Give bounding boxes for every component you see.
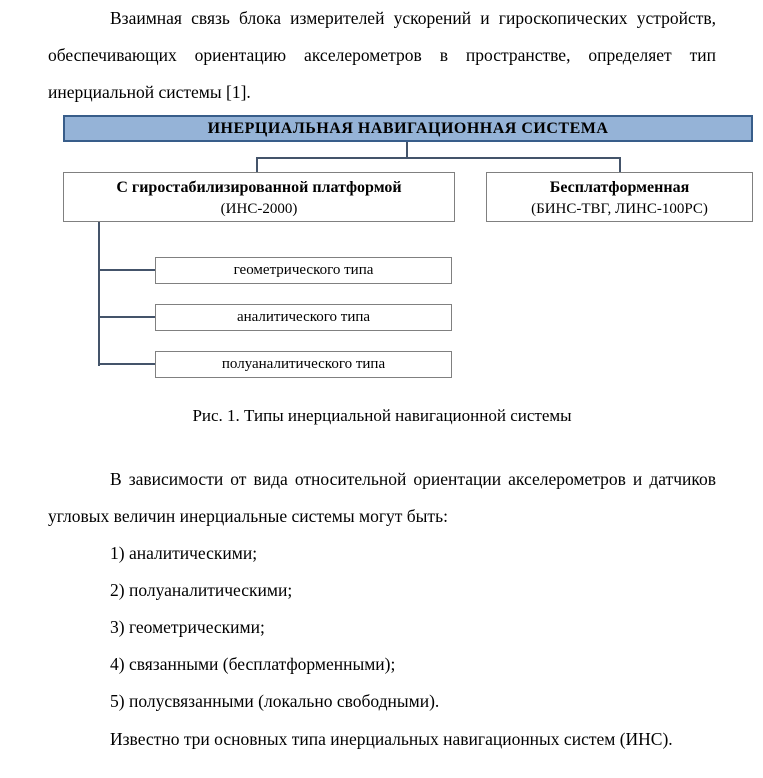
figure-caption: Рис. 1. Типы инерциальной навигационной системы — [192, 406, 572, 425]
list-item: 2) полуаналитическими; — [110, 580, 293, 600]
connector-stub-line — [100, 316, 155, 318]
list-item: 4) связанными (бесплатформенными); — [110, 654, 396, 674]
closing-paragraph: Известно три основных типа инерциальных навигационных систем (ИНС). — [110, 729, 673, 749]
connector-left-drop-line — [256, 157, 258, 172]
list-item: 1) аналитическими; — [110, 543, 258, 563]
diagram-node-analytic-type: аналитического типа — [155, 304, 452, 331]
body-paragraph: В зависимости от вида относительной ориентации акселерометров и датчиков угловых величин инерциальные системы могут быть: — [48, 469, 716, 526]
ins-types-diagram — [0, 115, 763, 379]
node-title: Бесплатформенная — [549, 179, 690, 196]
diagram-root-node — [63, 115, 753, 142]
node-title: С гиростабилизированной платформой — [116, 179, 402, 196]
node-subtitle: (ИНС-2000) — [220, 201, 298, 217]
diagram-node-gyro-platform — [63, 172, 455, 222]
diagram-node-semianalytic-type: полуаналитического типа — [155, 351, 452, 378]
diagram-root-label: ИНЕРЦИАЛЬНАЯ НАВИГАЦИОННАЯ СИСТЕМА — [207, 119, 609, 137]
diagram-node-strapdown — [486, 172, 753, 222]
node-subtitle: (БИНС-ТВГ, ЛИНС-100РС) — [531, 201, 708, 217]
connector-tree-vertical-line — [98, 222, 100, 366]
connector-stub-line — [100, 363, 155, 365]
connector-horizontal-line — [256, 157, 621, 159]
list-item: 5) полусвязанными (локально свободными). — [110, 691, 440, 711]
connector-stub-line — [100, 269, 155, 271]
intro-paragraph: Взаимная связь блока измерителей ускорений и гироскопических устройств, обеспечивающих ориентацию акселерометров в пространстве, определяет тип инерциальной системы [1]. — [48, 8, 716, 102]
diagram-node-geometric-type: геометрического типа — [155, 257, 452, 284]
list-item: 3) геометрическими; — [110, 617, 265, 637]
connector-right-drop-line — [619, 157, 621, 172]
connector-root-drop-line — [406, 142, 408, 157]
